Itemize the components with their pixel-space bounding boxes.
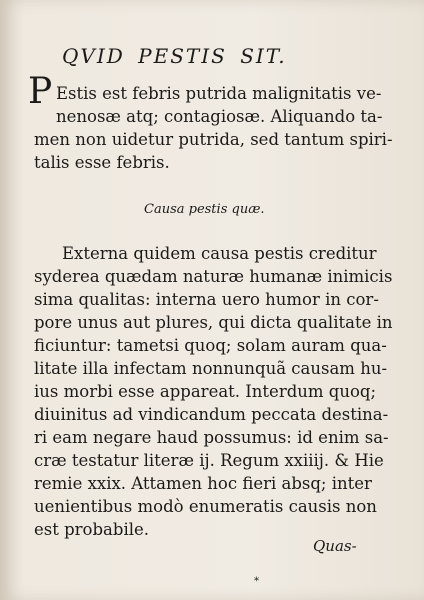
paragraph2-line: cræ testatur literæ ij. Regum xxiiij. & Hie <box>34 451 384 470</box>
paragraph1-line: talis esse febris. <box>34 153 170 172</box>
page-title: QVID PESTIS SIT. <box>62 44 287 68</box>
catchword: Quas- <box>313 537 357 555</box>
signature-mark: * <box>254 576 259 587</box>
paragraph2-line: ius morbi esse appareat. Interdum quoq; <box>34 382 377 401</box>
paragraph2-line: ficiuntur: tametsi quoq; solam auram qua- <box>34 336 387 355</box>
paragraph2-line: pore unus aut plures, qui dicta qualitate in <box>34 313 393 332</box>
subheading: Causa pestis quæ. <box>144 202 265 217</box>
paragraph2-line: est probabile. <box>34 520 150 539</box>
paragraph2-line: diuinitus ad vindicandum peccata destina- <box>34 405 389 424</box>
paragraph1-line: men non uidetur putrida, sed tantum spiri- <box>34 130 393 149</box>
paragraph2-line: litate illa infectam nonnunquã causam hu- <box>34 359 388 378</box>
paragraph2-line: uenientibus modò enumeratis causis non <box>34 497 377 516</box>
paragraph2-line: Externa quidem causa pestis creditur <box>62 244 377 263</box>
paragraph1-line: nenosæ atq; contagiosæ. Aliquando ta- <box>56 107 383 126</box>
paragraph2-line: syderea quædam naturæ humanæ inimicis <box>34 267 393 286</box>
paragraph1-line: Estis est febris putrida malignitatis ve- <box>56 84 382 103</box>
paragraph2-line: sima qualitas: interna uero humor in cor- <box>34 290 379 309</box>
paragraph2-line: ri eam negare haud possumus: id enim sa- <box>34 428 389 447</box>
drop-capital: P <box>28 71 53 112</box>
paragraph2-line: remie xxix. Attamen hoc fieri absq; inter <box>34 474 372 493</box>
